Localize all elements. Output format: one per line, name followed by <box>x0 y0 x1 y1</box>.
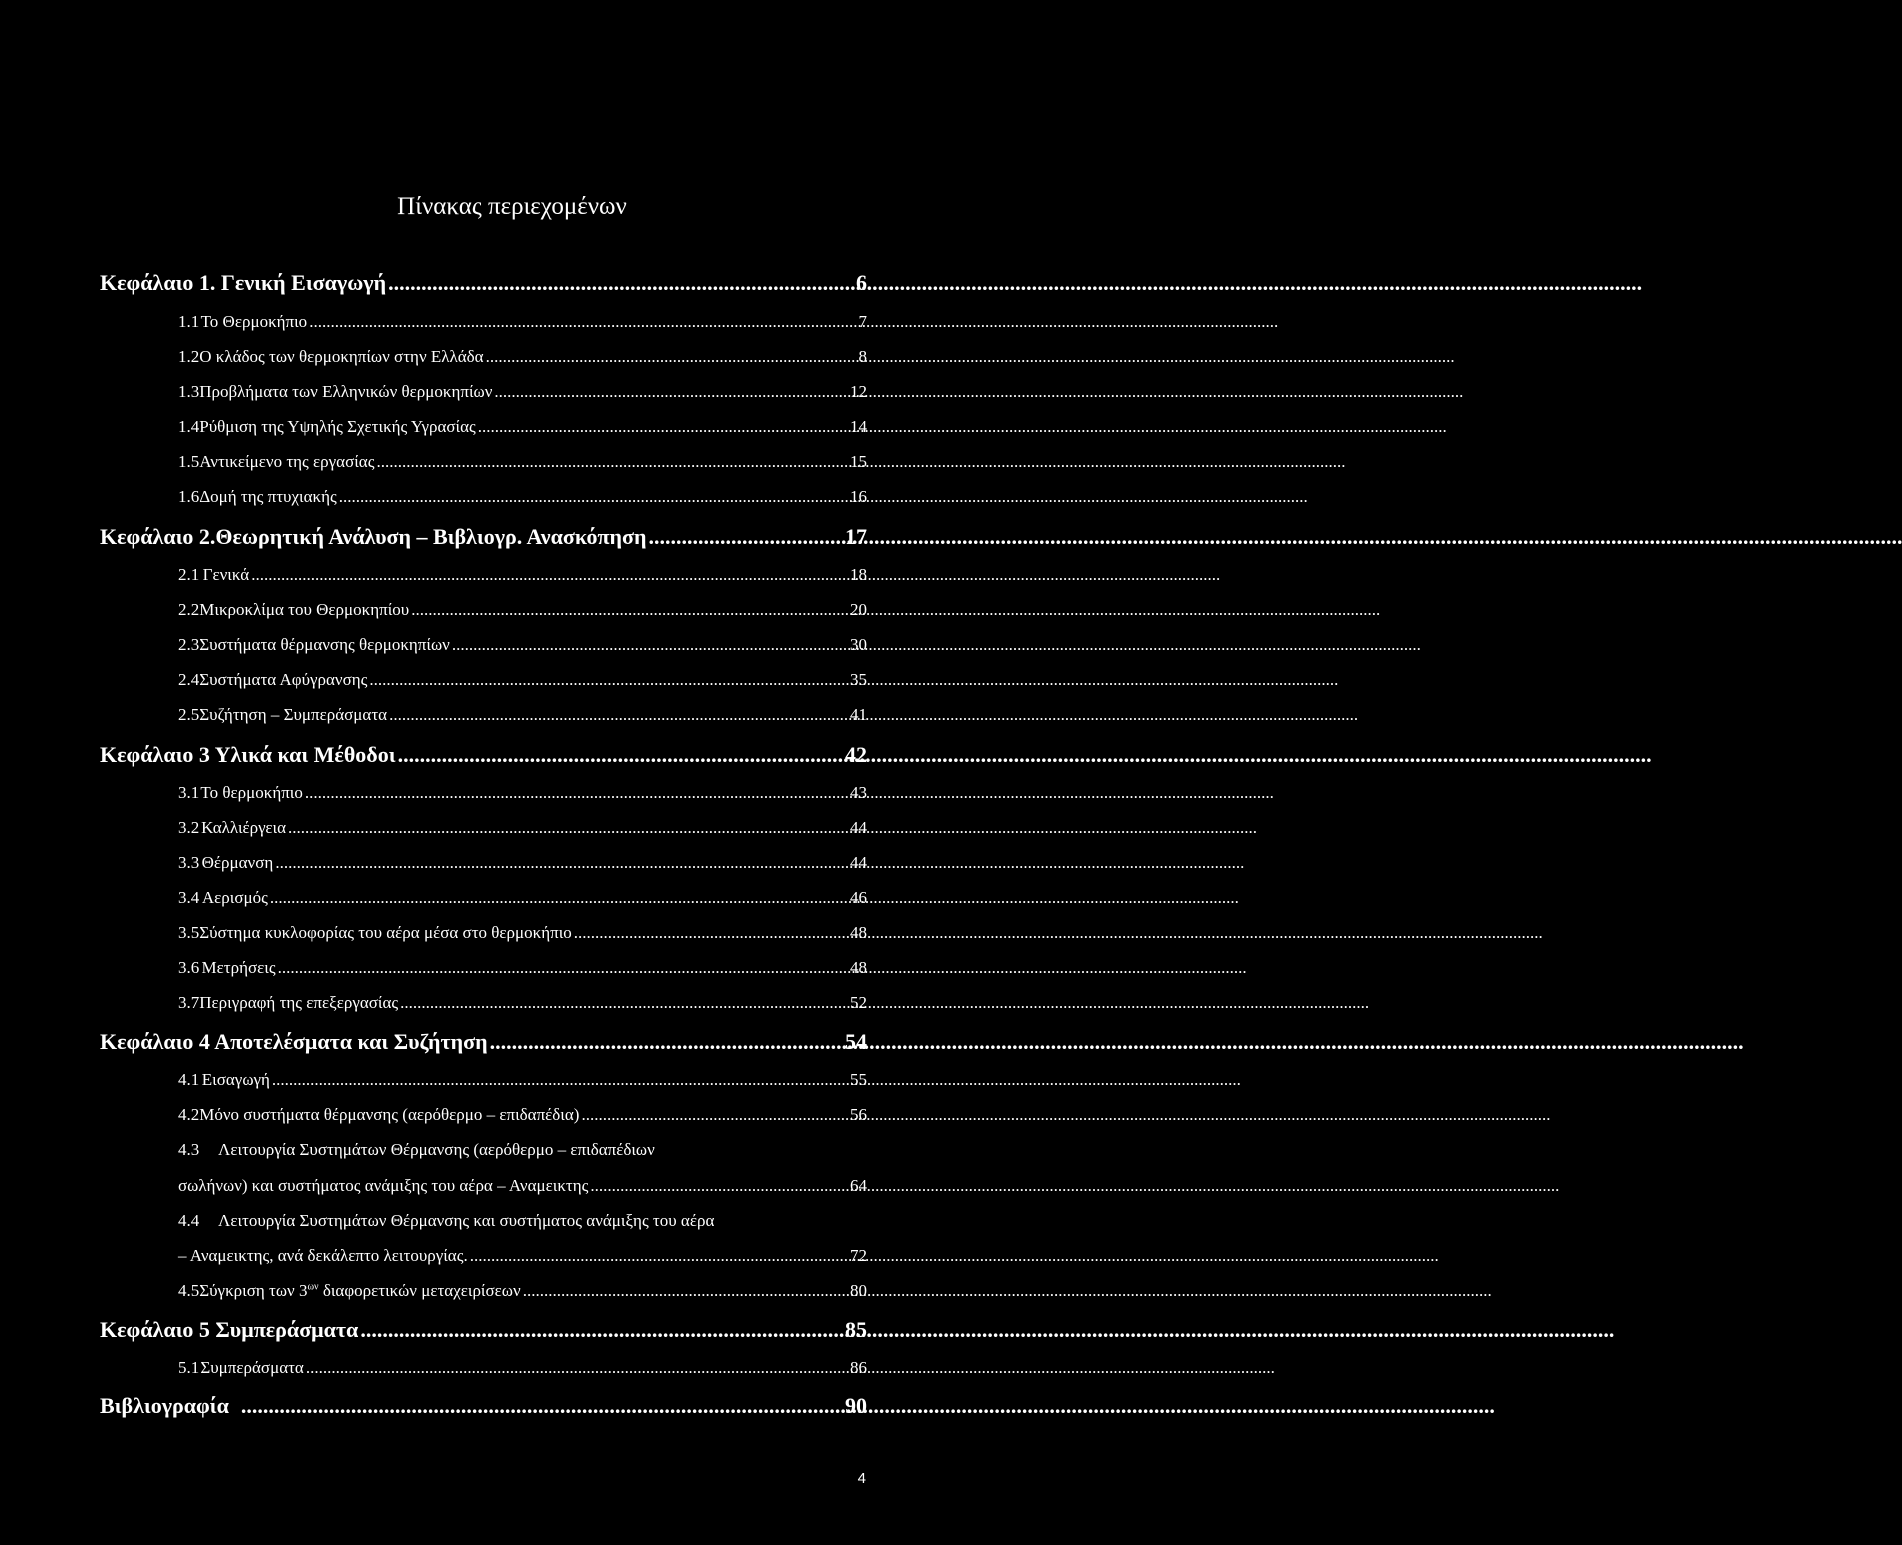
toc-section-2-4[interactable] <box>178 670 867 690</box>
leader-dots <box>278 958 848 978</box>
toc-chapter-1[interactable] <box>100 270 867 296</box>
toc-section-label: Γενικά <box>202 565 250 584</box>
toc-section-number: 2.2 <box>178 600 200 619</box>
leader-dots <box>400 993 848 1013</box>
leader-dots <box>590 1176 848 1196</box>
toc-section-number: 1.2 <box>178 347 200 366</box>
toc-section-label: σωλήνων) και συστήματος ανάμιξης του αέρα – Αναμεικτης <box>178 1176 589 1195</box>
toc-section-label: Το Θερμοκήπιο <box>200 312 308 331</box>
leader-dots <box>398 742 843 768</box>
toc-chapter-3[interactable] <box>100 742 867 768</box>
leader-dots <box>494 382 848 402</box>
leader-dots <box>478 417 848 437</box>
toc-section-label: Ο κλάδος των θερμοκηπίων στην Ελλάδα <box>199 347 484 366</box>
toc-page-number: 42 <box>845 742 867 767</box>
toc-section-number: 3.7 <box>178 993 200 1012</box>
toc-page-number: 72 <box>850 1246 867 1265</box>
toc-section-number: 5.1 <box>178 1358 200 1377</box>
toc-section-3-2[interactable] <box>178 818 867 838</box>
toc-section-label: Εισαγωγή <box>201 1070 270 1089</box>
toc-section-2-3[interactable] <box>178 635 867 655</box>
toc-section-4-4-continued[interactable] <box>178 1246 867 1266</box>
toc-section-number: 1.5 <box>178 452 200 471</box>
toc-page-number: 16 <box>850 487 867 506</box>
toc-section-label: Συμπεράσματα <box>200 1358 304 1377</box>
toc-section-number: 3.5 <box>178 923 200 942</box>
toc-section-1-5[interactable] <box>178 452 867 472</box>
toc-section-number: 1.3 <box>178 382 200 401</box>
toc-section-number: 1.1 <box>178 312 200 331</box>
toc-chapter-label: Κεφάλαιο 1. Γενική Εισαγωγή <box>100 270 387 295</box>
toc-page-number: 44 <box>850 818 867 837</box>
toc-page-number: 85 <box>845 1317 867 1342</box>
toc-chapter-2[interactable] <box>100 524 867 550</box>
toc-chapter-label: Κεφάλαιο 5 Συμπεράσματα <box>100 1317 359 1342</box>
toc-section-4-1[interactable] <box>178 1070 867 1090</box>
toc-section-label: Λειτουργία Συστημάτων Θέρμανσης (αερόθερμο – επιδαπέδιων <box>218 1140 655 1159</box>
toc-chapter-label: Βιβλιογραφία <box>100 1393 229 1418</box>
toc-bibliography[interactable] <box>100 1393 867 1419</box>
toc-section-1-3[interactable] <box>178 382 867 402</box>
toc-page-number: 14 <box>850 417 867 436</box>
toc-page-number: 54 <box>845 1029 867 1054</box>
leader-dots <box>306 1358 848 1378</box>
leader-dots <box>648 524 843 550</box>
toc-section-label: Μικροκλίμα του Θερμοκηπίου <box>199 600 410 619</box>
leader-dots <box>490 1029 843 1055</box>
leader-dots <box>574 923 848 943</box>
toc-section-number: 4.3 <box>178 1140 200 1159</box>
toc-section-label <box>199 1281 520 1301</box>
leader-dots <box>486 347 857 367</box>
toc-chapter-label: Κεφάλαιο 4 Αποτελέσματα και Συζήτηση <box>100 1029 488 1054</box>
toc-section-label: Συζήτηση – Συμπεράσματα <box>199 705 388 724</box>
toc-section-number: 2.1 <box>178 565 200 584</box>
toc-section-3-5[interactable] <box>178 923 867 943</box>
toc-page-number: 56 <box>850 1105 867 1124</box>
toc-section-label: Δομή της πτυχιακής <box>199 487 337 506</box>
leader-dots <box>251 565 848 585</box>
page-number: 4 <box>857 1470 866 1487</box>
toc-page-number: 90 <box>845 1393 867 1418</box>
toc-page-number: 7 <box>858 312 867 331</box>
toc-chapter-4[interactable] <box>100 1029 867 1055</box>
toc-section-1-1[interactable] <box>178 312 867 332</box>
toc-page-number: 46 <box>850 888 867 907</box>
toc-section-number: 3.2 <box>178 818 200 837</box>
leader-dots <box>452 635 848 655</box>
toc-section-2-2[interactable] <box>178 600 867 620</box>
leader-dots <box>288 818 848 838</box>
toc-section-5-1[interactable] <box>178 1358 867 1378</box>
leader-dots <box>339 487 848 507</box>
toc-section-label: Ρύθμιση της Υψηλής Σχετικής Υγρασίας <box>199 417 476 436</box>
toc-section-4-4[interactable] <box>178 1211 867 1231</box>
toc-section-2-1[interactable] <box>178 565 867 585</box>
toc-section-3-1[interactable] <box>178 783 867 803</box>
toc-section-4-3-continued[interactable] <box>178 1176 867 1196</box>
toc-page-number: 35 <box>850 670 867 689</box>
toc-page-number: 48 <box>850 958 867 977</box>
toc-section-label: Σύστημα κυκλοφορίας του αέρα μέσα στο θερμοκήπιο <box>199 923 572 942</box>
leader-dots <box>523 1281 848 1301</box>
toc-page-number: 48 <box>850 923 867 942</box>
leader-dots <box>305 783 848 803</box>
toc-chapter-5[interactable] <box>100 1317 867 1343</box>
toc-section-number: 2.5 <box>178 705 200 724</box>
toc-page-number: 17 <box>845 524 867 549</box>
leader-dots <box>241 1393 843 1419</box>
toc-section-3-3[interactable] <box>178 853 867 873</box>
toc-section-label: Λειτουργία Συστημάτων Θέρμανσης και συστήματος ανάμιξης του αέρα <box>218 1211 715 1230</box>
leader-dots <box>376 452 848 472</box>
toc-section-number: 1.4 <box>178 417 200 436</box>
leader-dots <box>270 888 848 908</box>
toc-section-number: 4.1 <box>178 1070 200 1089</box>
toc-page-number: 8 <box>858 347 867 366</box>
leader-dots <box>272 1070 848 1090</box>
leader-dots <box>470 1246 848 1266</box>
toc-section-number: 4.2 <box>178 1105 200 1124</box>
toc-section-2-5[interactable] <box>178 705 867 725</box>
toc-section-label: Μόνο συστήματα θέρμανσης (αερόθερμο – επιδαπέδια) <box>199 1105 580 1124</box>
toc-section-1-6[interactable] <box>178 487 867 507</box>
toc-section-4-5[interactable] <box>178 1281 867 1301</box>
toc-section-number: 3.4 <box>178 888 200 907</box>
toc-page-number: 86 <box>850 1358 867 1377</box>
toc-section-number: 4.5 <box>178 1281 200 1300</box>
toc-page-number: 20 <box>850 600 867 619</box>
leader-dots <box>275 853 848 873</box>
leader-dots <box>411 600 848 620</box>
toc-section-number: 1.6 <box>178 487 200 506</box>
leader-dots <box>389 705 848 725</box>
toc-section-label: Αερισμός <box>201 888 268 907</box>
toc-section-label: Συστήματα Αφύγρανσης <box>199 670 368 689</box>
toc-page-number: 64 <box>850 1176 867 1195</box>
toc-section-label: Το θερμοκήπιο <box>200 783 303 802</box>
toc-section-3-7[interactable] <box>178 993 867 1013</box>
toc-label-superscript: ων <box>307 1281 319 1293</box>
toc-page-number: 41 <box>850 705 867 724</box>
leader-dots <box>309 312 856 332</box>
toc-section-1-2[interactable] <box>178 347 867 367</box>
toc-section-label: Προβλήματα των Ελληνικών θερμοκηπίων <box>199 382 493 401</box>
toc-section-number: 3.3 <box>178 853 200 872</box>
toc-page-number: 52 <box>850 993 867 1012</box>
toc-section-label: Συστήματα θέρμανσης θερμοκηπίων <box>199 635 450 654</box>
toc-label-text: Σύγκριση των 3 <box>199 1281 308 1300</box>
toc-page-number: 44 <box>850 853 867 872</box>
toc-section-number: 3.1 <box>178 783 200 802</box>
toc-page-number: 43 <box>850 783 867 802</box>
toc-section-number: 2.4 <box>178 670 200 689</box>
toc-section-number: 2.3 <box>178 635 200 654</box>
leader-dots <box>360 1317 843 1343</box>
toc-section-label: – Αναμεικτης, ανά δεκάλεπτο λειτουργίας. <box>178 1246 468 1265</box>
toc-page-number: 6 <box>856 270 867 295</box>
toc-page-number: 18 <box>850 565 867 584</box>
toc-section-number: 3.6 <box>178 958 200 977</box>
toc-section-label: Περιγραφή της επεξεργασίας <box>199 993 399 1012</box>
toc-chapter-label: Κεφάλαιο 3 Υλικά και Μέθοδοι <box>100 742 396 767</box>
toc-section-label: Θέρμανση <box>201 853 274 872</box>
leader-dots <box>581 1105 848 1125</box>
toc-section-3-4[interactable] <box>178 888 867 908</box>
toc-section-label: Αντικείμενο της εργασίας <box>199 452 375 471</box>
toc-page-number: 55 <box>850 1070 867 1089</box>
toc-label-text: διαφορετικών μεταχειρίσεων <box>318 1281 521 1300</box>
toc-section-label: Καλλιέργεια <box>201 818 286 837</box>
toc-page-number: 12 <box>850 382 867 401</box>
leader-dots <box>369 670 848 690</box>
toc-section-1-4[interactable] <box>178 417 867 437</box>
toc-page-number: 80 <box>850 1281 867 1300</box>
toc-section-label: Μετρήσεις <box>201 958 276 977</box>
toc-section-4-2[interactable] <box>178 1105 867 1125</box>
toc-page-number: 15 <box>850 452 867 471</box>
leader-dots <box>388 270 854 296</box>
toc-section-number: 4.4 <box>178 1211 200 1230</box>
toc-section-4-3[interactable] <box>178 1140 778 1160</box>
toc-page-number: 30 <box>850 635 867 654</box>
toc-section-3-6[interactable] <box>178 958 867 978</box>
toc-chapter-label: Κεφάλαιο 2.Θεωρητική Ανάλυση – Βιβλιογρ. Ανασκόπηση <box>100 524 647 549</box>
page-title: Πίνακας περιεχομένων <box>397 193 627 220</box>
